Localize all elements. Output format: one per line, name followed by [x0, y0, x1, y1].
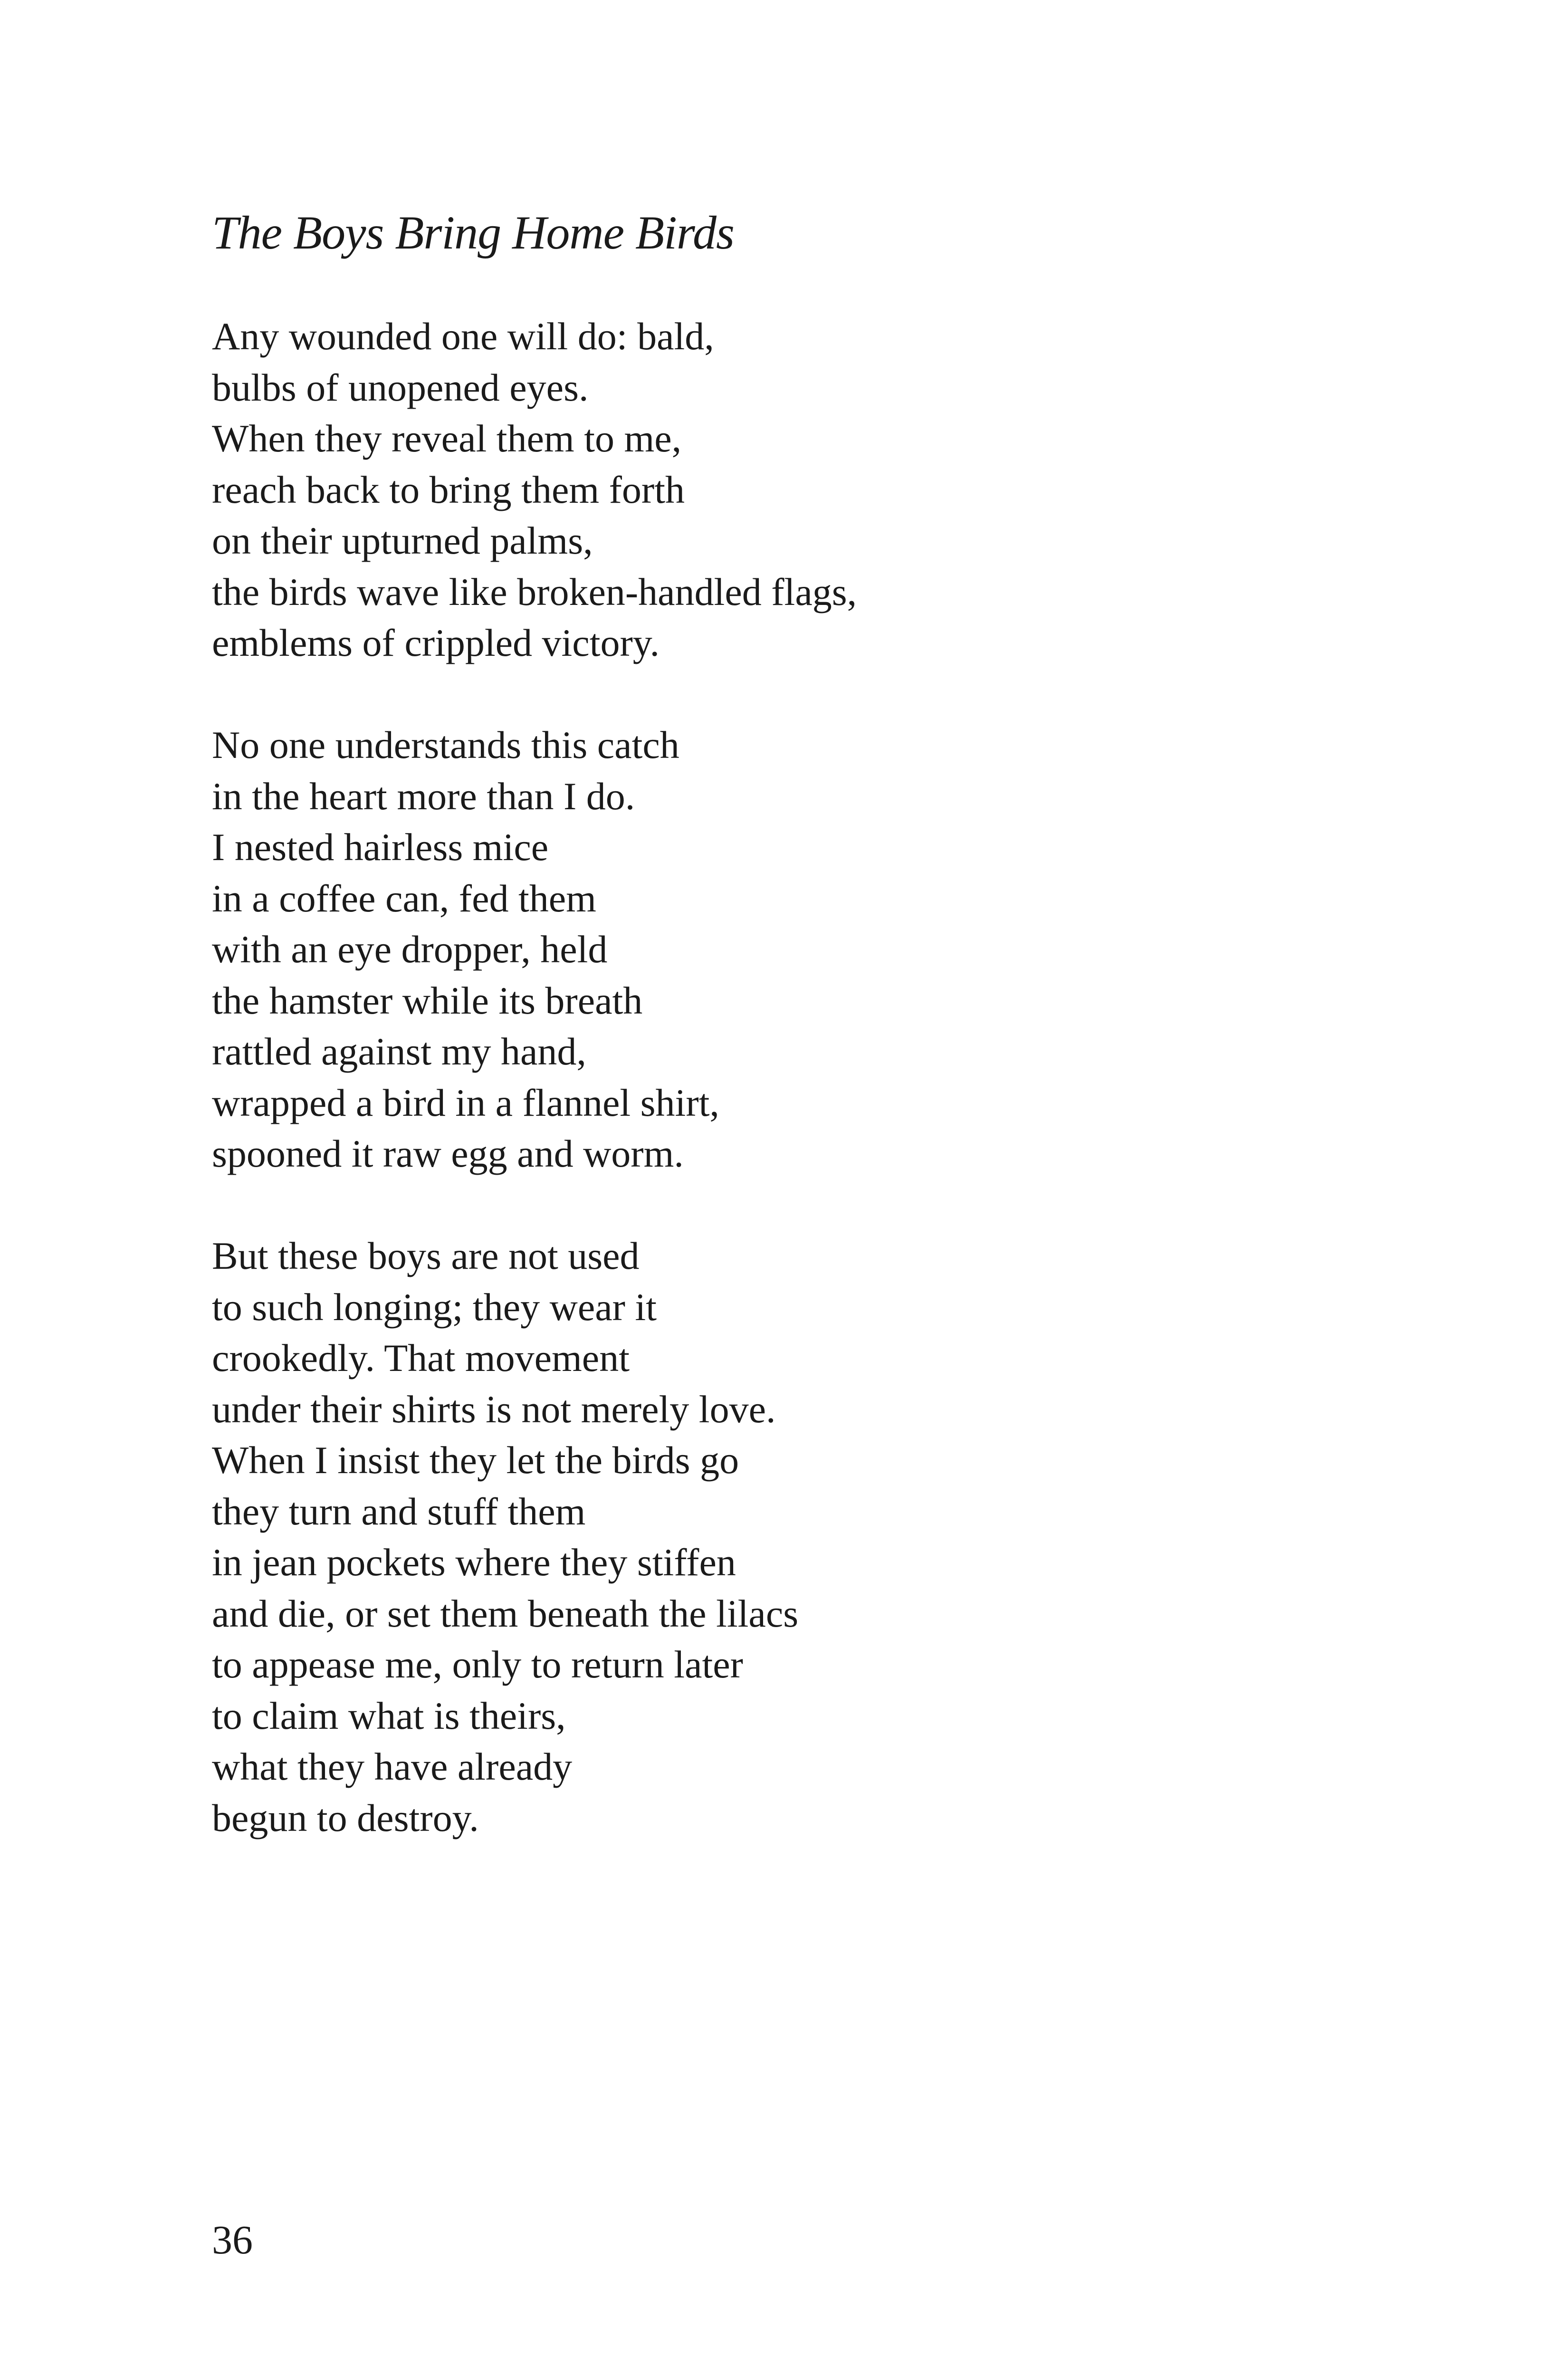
- poem-line: the hamster while its breath: [212, 978, 643, 1022]
- poem-line: I nested hairless mice: [212, 825, 549, 869]
- poem-line: No one understands this catch: [212, 723, 679, 766]
- poem-line: in a coffee can, fed them: [212, 876, 596, 920]
- poem-line: When I insist they let the birds go: [212, 1438, 739, 1482]
- poem-line: wrapped a bird in a flannel shirt,: [212, 1081, 719, 1124]
- poem-body: [212, 311, 857, 1843]
- poem-line: the birds wave like broken-handled flags,: [212, 570, 857, 613]
- poem-line: in the heart more than I do.: [212, 774, 635, 818]
- poem-line: Any wounded one will do: bald,: [212, 315, 714, 358]
- poem-line: begun to destroy.: [212, 1796, 479, 1839]
- poem-line: to claim what is theirs,: [212, 1694, 566, 1737]
- poem-line: But these boys are not used: [212, 1234, 640, 1277]
- stanza-1: [212, 311, 857, 669]
- page-number: 36: [212, 2217, 253, 2262]
- poem-line: crookedly. That movement: [212, 1336, 630, 1380]
- poem-line: under their shirts is not merely love.: [212, 1387, 776, 1431]
- poem-line: to appease me, only to return later: [212, 1643, 743, 1686]
- stanza-3: [212, 1230, 857, 1843]
- poem-line: on their upturned palms,: [212, 519, 593, 562]
- poem-line: to such longing; they wear it: [212, 1285, 657, 1329]
- poem-line: When they reveal them to me,: [212, 417, 682, 460]
- poem-line: and die, or set them beneath the lilacs: [212, 1591, 799, 1635]
- poem-line: rattled against my hand,: [212, 1030, 586, 1073]
- poem-line: emblems of crippled victory.: [212, 621, 660, 664]
- poem-line: with an eye dropper, held: [212, 928, 608, 971]
- poem-line: they turn and stuff them: [212, 1489, 586, 1533]
- poem-line: reach back to bring them forth: [212, 468, 685, 511]
- poem-line: in jean pockets where they stiffen: [212, 1541, 736, 1584]
- poem-line: spooned it raw egg and worm.: [212, 1132, 684, 1175]
- poem-line: what they have already: [212, 1745, 573, 1788]
- stanza-2: [212, 719, 857, 1179]
- poem-title: The Boys Bring Home Birds: [212, 206, 734, 259]
- poem-line: bulbs of unopened eyes.: [212, 365, 589, 409]
